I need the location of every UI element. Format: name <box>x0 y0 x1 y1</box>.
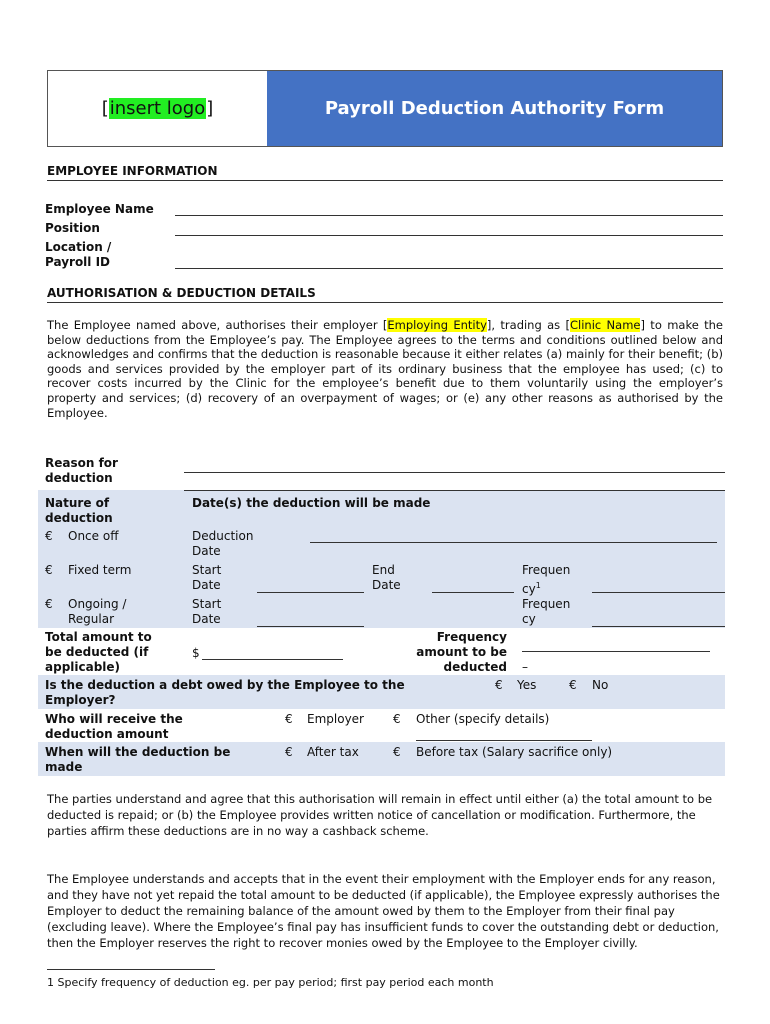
dollar-sign: $ <box>192 646 200 660</box>
footnote-divider <box>47 969 215 970</box>
reason-field-line-2[interactable] <box>184 490 725 491</box>
logo-bracket-open: [ <box>101 98 109 119</box>
auth-section-heading: AUTHORISATION & DEDUCTION DETAILS <box>47 286 316 300</box>
start-date-label-1: Start <box>192 563 222 577</box>
reason-label-1: Reason for <box>45 456 118 470</box>
total-amount-label-3: applicable) <box>45 660 121 674</box>
ongoing-checkbox[interactable]: € <box>45 597 53 611</box>
no-checkbox[interactable]: € <box>569 678 577 692</box>
location-label-2: Payroll ID <box>45 255 111 269</box>
before-tax-checkbox[interactable]: € <box>393 745 401 759</box>
receive-label-1: Who will receive the <box>45 712 183 726</box>
employer-checkbox[interactable]: € <box>285 712 293 726</box>
auth-text-a: The Employee named above, authorises their employer [ <box>47 318 388 332</box>
total-amount-label-2: be deducted (if <box>45 645 149 659</box>
yes-checkbox[interactable]: € <box>495 678 503 692</box>
auth-text-c: ] to make the below deductions from the Employee’s pay. The Employee agrees to the terms and conditions outlined below and acknowledges and confirms that the deduction is reasonable because it either relates (a) mainly for their benefit; (b) goods and services provided by the employer part of its ordinary business that the employee has used; (c) to recover costs incurred by the Clinic for the employee’s benefit due to them voluntarily using the employer’s property and services; (d) recovery of an overpayment of wages; or (e) any other reasons as authorised by the Employee. <box>47 318 723 420</box>
start-date-label-2: Date <box>192 578 221 592</box>
deduction-date-label-1: Deduction <box>192 529 254 543</box>
when-label-1: When will the deduction be <box>45 745 231 759</box>
footnote: 1 Specify frequency of deduction eg. per pay period; first pay period each month <box>47 976 494 989</box>
after-tax-label: After tax <box>307 745 359 759</box>
form-title: Payroll Deduction Authority Form <box>267 71 722 146</box>
ongoing-start-label-1: Start <box>192 597 222 611</box>
no-label: No <box>592 678 609 692</box>
auth-text-b: ], trading as [ <box>486 318 570 332</box>
form-header <box>47 70 723 147</box>
divider <box>47 180 723 181</box>
employee-name-field[interactable] <box>175 215 723 216</box>
fixed-term-label: Fixed term <box>68 563 132 577</box>
debt-question-1: Is the deduction a debt owed by the Employee to the <box>45 678 405 692</box>
deduction-date-field[interactable] <box>310 542 717 543</box>
end-date-label-1: End <box>372 563 395 577</box>
once-off-label: Once off <box>68 529 119 543</box>
closing-paragraph-2: The Employee understands and accepts that in the event their employment with the Employer ends for any reason, and they have not yet repaid the total amount to be deducted (if applicable), the Employee expressly authorises the Employer to deduct the remaining balance of the amount owed by them to the Employer from their final pay (excluding leave). Where the Employee’s final pay has insufficient funds to cover the outstanding debt or deduction, then the Employer reserves the right to recover monies owed by the Employee to the Employer civilly. <box>47 872 720 950</box>
location-label-1: Location / <box>45 240 112 254</box>
other-label: Other (specify details) <box>416 712 550 726</box>
position-label: Position <box>45 221 100 235</box>
yes-label: Yes <box>517 678 537 692</box>
before-tax-label: Before tax (Salary sacrifice only) <box>416 745 613 759</box>
logo-bracket-close: ] <box>206 98 214 119</box>
frequency-label-1: Frequen <box>522 563 571 577</box>
ongoing-start-date-field[interactable] <box>257 626 364 627</box>
ongoing-frequency-label-2: cy <box>522 612 536 626</box>
logo-text: insert logo <box>109 98 206 119</box>
authorisation-paragraph <box>47 318 723 420</box>
frequency-amount-label-3: deducted <box>443 660 507 674</box>
dash: – <box>522 660 528 674</box>
deduction-date-label-2: Date <box>192 544 221 558</box>
end-date-label-2: Date <box>372 578 401 592</box>
receive-label-2: deduction amount <box>45 727 169 741</box>
employee-name-label: Employee Name <box>45 202 154 216</box>
location-field[interactable] <box>175 268 723 269</box>
other-details-field[interactable] <box>416 740 592 741</box>
nature-label-2: deduction <box>45 511 113 525</box>
when-label-2: made <box>45 760 83 774</box>
logo-placeholder <box>48 71 267 146</box>
clinic-name-placeholder: Clinic Name <box>569 318 641 332</box>
dates-heading: Date(s) the deduction will be made <box>192 496 431 510</box>
ongoing-label-2: Regular <box>68 612 115 626</box>
fixed-end-date-field[interactable] <box>432 592 514 593</box>
reason-field-line-1[interactable] <box>184 472 725 473</box>
frequency-amount-label-2: amount to be <box>416 645 507 659</box>
fixed-start-date-field[interactable] <box>257 592 364 593</box>
ongoing-start-label-2: Date <box>192 612 221 626</box>
fixed-frequency-field[interactable] <box>592 592 725 593</box>
reason-label-2: deduction <box>45 471 113 485</box>
ongoing-label-1: Ongoing / <box>68 597 127 611</box>
once-off-checkbox[interactable]: € <box>45 529 53 543</box>
employee-section-heading: EMPLOYEE INFORMATION <box>47 164 218 178</box>
frequency-label-2: $cy^1$ <box>522 581 541 596</box>
frequency-amount-label-1: Frequency <box>436 630 507 644</box>
employer-label: Employer <box>307 712 364 726</box>
fixed-term-checkbox[interactable]: € <box>45 563 53 577</box>
nature-label-1: Nature of <box>45 496 110 510</box>
after-tax-checkbox[interactable]: € <box>285 745 293 759</box>
ongoing-frequency-label-1: Frequen <box>522 597 571 611</box>
frequency-amount-field[interactable] <box>522 651 710 652</box>
ongoing-frequency-field[interactable] <box>592 626 725 627</box>
position-field[interactable] <box>175 235 723 236</box>
total-amount-label-1: Total amount to <box>45 630 152 644</box>
divider <box>47 302 723 303</box>
closing-paragraph-1: The parties understand and agree that this authorisation will remain in effect until either (a) the total amount to be deducted is repaid; or (b) the Employee provides written notice of cancellation or modification. Furthermore, the parties affirm these deductions are in no way a cashback scheme. <box>47 792 713 838</box>
total-amount-field[interactable] <box>202 659 343 660</box>
debt-question-2: Employer? <box>45 693 116 707</box>
other-checkbox[interactable]: € <box>393 712 401 726</box>
employing-entity-placeholder: Employing Entity <box>387 318 487 332</box>
